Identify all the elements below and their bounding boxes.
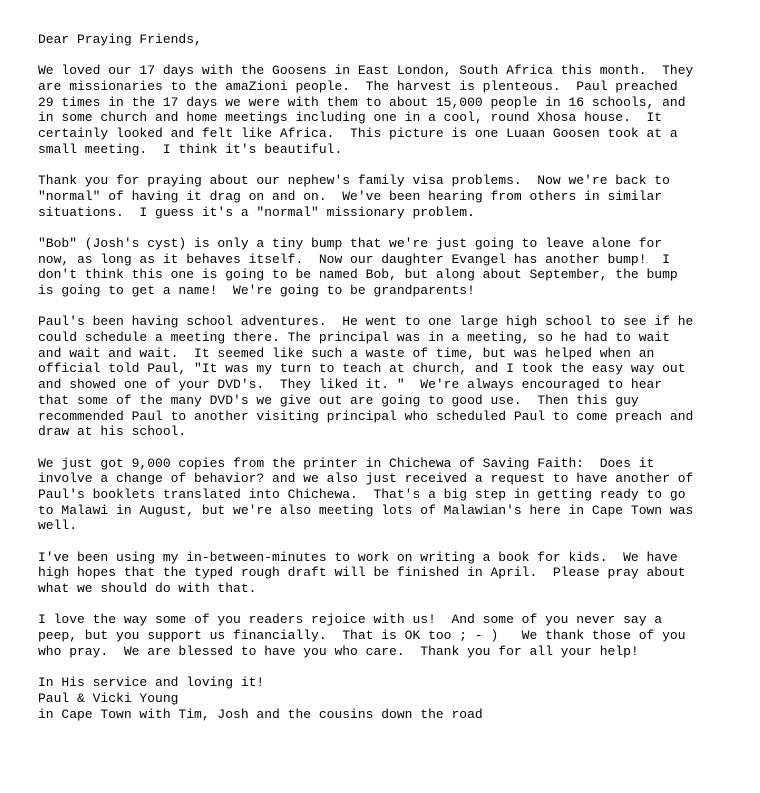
text-line: could schedule a meeting there. The principal was in a meeting, so he had to wait xyxy=(38,330,670,346)
paragraph-thanks xyxy=(38,612,728,659)
paragraph-school xyxy=(38,314,728,440)
paragraph-gap xyxy=(38,440,728,456)
text-line: small meeting. I think it's beautiful. xyxy=(38,141,343,157)
salutation: Dear Praying Friends, xyxy=(38,32,202,47)
paragraph-gap xyxy=(38,48,728,64)
paragraph-gap xyxy=(38,534,728,550)
text-line: what we should do with that. xyxy=(38,581,257,597)
text-line: 29 times in the 17 days we were with them to about 15,000 people in 16 schools, and xyxy=(38,94,686,110)
paragraph-gap xyxy=(38,299,728,315)
text-line: now, as long as it behaves itself. Now our daughter Evangel has another bump! I xyxy=(38,251,670,267)
text-line: recommended Paul to another visiting principal who scheduled Paul to come preach and xyxy=(38,408,694,424)
text-line: and showed one of your DVD's. They liked it. " We're always encouraged to hear xyxy=(38,377,663,393)
text-line: that some of the many DVD's we give out are going to good use. Then this guy xyxy=(38,392,639,408)
paragraph-visa xyxy=(38,173,728,220)
text-line: peep, but you support us financially. That is OK too ; - ) We thank those of you xyxy=(38,628,686,644)
paragraph-gap xyxy=(38,660,728,676)
text-line: who pray. We are blessed to have you who care. Thank you for all your help! xyxy=(38,643,639,659)
text-line: I've been using my in-between-minutes to work on writing a book for kids. We have xyxy=(38,549,678,565)
text-line: "Bob" (Josh's cyst) is only a tiny bump that we're just going to leave alone for xyxy=(38,235,663,251)
text-line: and wait and wait. It seemed like such a waste of time, but was helped when an xyxy=(38,345,655,361)
paragraph-book xyxy=(38,550,728,597)
text-line: don't think this one is going to be named Bob, but along about September, the bump xyxy=(38,267,678,283)
paragraph-visit xyxy=(38,63,728,157)
text-line: draw at his school. xyxy=(38,424,187,440)
text-line: involve a change of behavior? and we also just received a request to have another of xyxy=(38,471,694,487)
text-line: in some church and home meetings including one in a cool, round Xhosa house. It xyxy=(38,110,663,126)
text-line: situations. I guess it's a "normal" missionary problem. xyxy=(38,204,475,220)
text-line: high hopes that the typed rough draft will be finished in April. Please pray about xyxy=(38,565,686,581)
text-line: is going to get a name! We're going to be grandparents! xyxy=(38,283,475,298)
text-line: official told Paul, "It was my turn to teach at church, and I took the easy way out xyxy=(38,361,686,377)
text-line: to Malawi in August, but we're also meeting lots of Malawian's here in Cape Town was xyxy=(38,502,694,518)
paragraph-gap xyxy=(38,597,728,613)
paragraph-gap xyxy=(38,220,728,236)
letter-body xyxy=(38,32,728,722)
text-line: certainly looked and felt like Africa. This picture is one Luaan Goosen took at a xyxy=(38,126,678,142)
paragraph-gap xyxy=(38,158,728,174)
text-line: well. xyxy=(38,518,78,534)
text-line: Paul's booklets translated into Chichewa. That's a big step in getting ready to go xyxy=(38,486,686,502)
text-line: Paul's been having school adventures. He went to one large high school to see if he xyxy=(38,314,694,330)
closing xyxy=(38,675,728,722)
signature: Paul & Vicki Young xyxy=(38,690,179,706)
paragraph-bump xyxy=(38,236,728,299)
text-line: "normal" of having it drag on and on. We've been hearing from others in similar xyxy=(38,188,663,204)
text-line: are missionaries to the amaZioni people. The harvest is plenteous. Paul preached xyxy=(38,79,678,95)
paragraph-chichewa xyxy=(38,456,728,534)
closing-line: In His service and loving it! xyxy=(38,675,265,691)
text-line: I love the way some of you readers rejoice with us! And some of you never say a xyxy=(38,612,663,628)
text-line: We loved our 17 days with the Goosens in East London, South Africa this month. They xyxy=(38,63,694,79)
closing-location: in Cape Town with Tim, Josh and the cousins down the road xyxy=(38,706,483,722)
text-line: We just got 9,000 copies from the printer in Chichewa of Saving Faith: Does it xyxy=(38,455,655,471)
text-line: Thank you for praying about our nephew's family visa problems. Now we're back to xyxy=(38,173,670,189)
